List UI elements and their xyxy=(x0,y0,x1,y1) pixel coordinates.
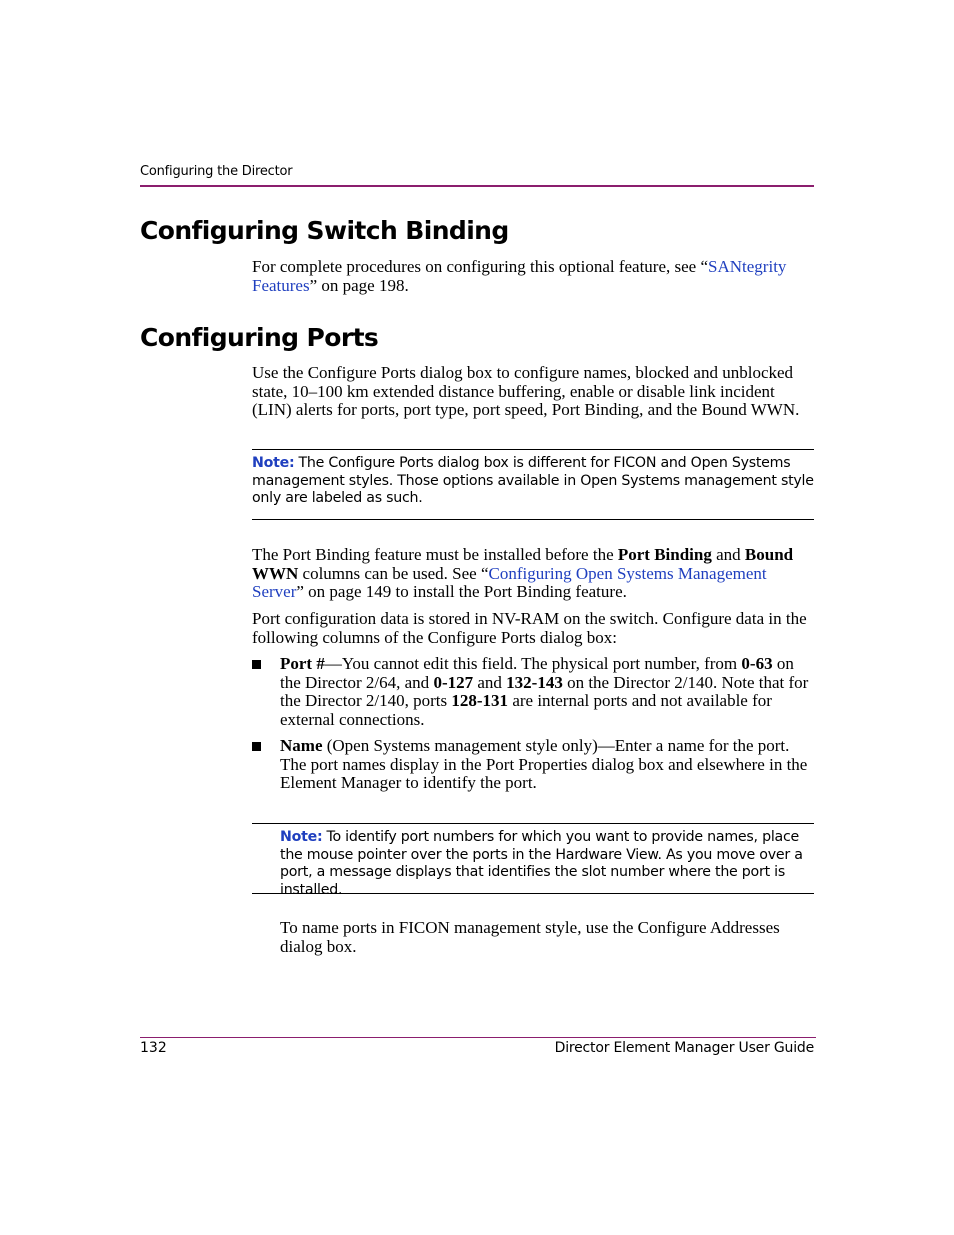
bold-term: Name xyxy=(280,736,323,755)
bullet-icon xyxy=(252,742,261,751)
bullet-icon xyxy=(252,660,261,669)
ficon-naming-paragraph: To name ports in FICON management style, use the Configure Addresses dialog box. xyxy=(280,918,780,956)
running-head: Configuring the Director xyxy=(140,164,293,179)
note-2-content xyxy=(280,824,814,899)
text: and xyxy=(473,672,507,692)
bold-term: 0-63 xyxy=(741,654,773,673)
port-config-paragraph: Port configuration data is stored in NV-RAM on the switch. Configure data in the following columns of the Configure Ports dialog box: xyxy=(252,609,807,647)
santegrity-features-link[interactable]: SANtegrity Features xyxy=(252,257,787,295)
bullet-item-name xyxy=(252,737,818,793)
switch-binding-paragraph xyxy=(252,258,818,295)
text: columns can be used. See “ xyxy=(298,563,489,583)
bullet-item-port-number xyxy=(252,655,818,729)
note-label: Note: xyxy=(280,829,323,845)
footer-rule xyxy=(140,1037,816,1038)
bold-term: 132-143 xyxy=(506,672,563,692)
text: —You cannot edit this field. The physical port number, from xyxy=(324,654,742,673)
bullet-text xyxy=(280,655,818,729)
note-box-2 xyxy=(252,823,814,898)
text: are internal ports and not available for external connections. xyxy=(280,691,772,729)
ports-intro-paragraph: Use the Configure Ports dialog box to configure names, blocked and unblocked state, 10–100 km extended distance buffering, enable or disable link incident (LIN) alerts for ports, port type, port speed, Port Binding, and the Bound WWN. xyxy=(252,363,800,419)
text: The Port Binding feature must be installed before the xyxy=(252,545,618,564)
text: (Open Systems management style only)—Enter a name for the port. The port names display in the Port Properties dialog box and elsewhere in the Element Manager to identify the port. xyxy=(280,736,808,792)
note-text: To identify port numbers for which you want to provide names, place the mouse pointer over the ports in the Hardware View. As you move over a port, a message displays that identifies the slot number where the port is installed. xyxy=(280,829,803,898)
note-label: Note: xyxy=(252,455,295,471)
note-box-1 xyxy=(252,449,814,520)
text: and xyxy=(711,545,745,564)
bold-term: Bound WWN xyxy=(252,545,794,583)
guide-title: Director Element Manager User Guide xyxy=(554,1040,814,1056)
note-1-content xyxy=(252,450,814,508)
bold-term: Port Binding xyxy=(617,545,712,564)
bold-term: 0-127 xyxy=(433,672,474,692)
text: ” on page 198. xyxy=(309,275,409,295)
text: ” on page 149 to install the Port Binding feature. xyxy=(296,582,627,601)
text: on the Director 2/64, and xyxy=(280,654,794,692)
text: For complete procedures on configuring this optional feature, see “ xyxy=(252,257,709,276)
note-text: The Configure Ports dialog box is different for FICON and Open Systems management styles. Those options available in Open Systems management style only are labeled as such. xyxy=(252,455,814,506)
bullet-text xyxy=(280,737,818,793)
bold-term: 128-131 xyxy=(451,691,509,710)
header-rule xyxy=(140,185,814,187)
bold-term: Port # xyxy=(280,654,325,673)
text: on the Director 2/140. Note that for the Director 2/140, ports xyxy=(280,672,809,710)
port-binding-paragraph xyxy=(252,546,818,602)
page-number: 132 xyxy=(140,1040,167,1056)
section-title-switch-binding: Configuring Switch Binding xyxy=(140,216,509,245)
configuring-open-systems-link[interactable]: Configuring Open Systems Management Server xyxy=(252,563,767,601)
section-title-ports: Configuring Ports xyxy=(140,323,379,352)
